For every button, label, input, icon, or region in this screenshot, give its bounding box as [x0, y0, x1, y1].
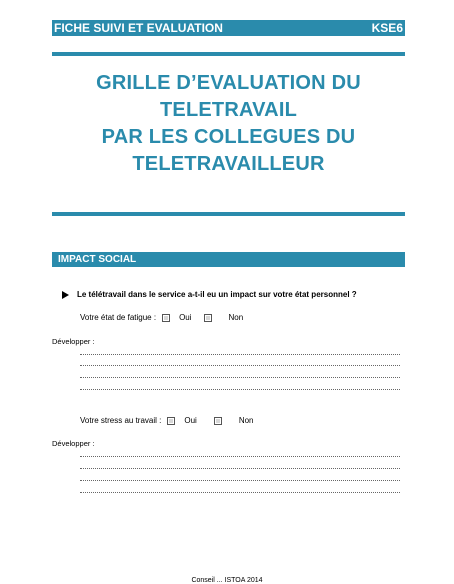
- stress-no-label: Non: [238, 416, 254, 425]
- stress-develop-label: Développer :: [52, 439, 95, 448]
- fatigue-row: [80, 313, 243, 322]
- page-title: [52, 70, 405, 178]
- fatigue-answer-line-2[interactable]: [80, 365, 400, 366]
- stress-answer-line-2[interactable]: [80, 468, 400, 469]
- fatigue-answer-line-4[interactable]: [80, 389, 400, 390]
- fatigue-answer-line-1[interactable]: [80, 354, 400, 355]
- stress-answer-line-3[interactable]: [80, 480, 400, 481]
- fatigue-label: Votre état de fatigue :: [80, 313, 157, 322]
- stress-yes-checkbox[interactable]: [167, 417, 175, 425]
- question: [62, 290, 357, 299]
- stress-yes-label: Oui: [184, 416, 197, 425]
- fatigue-develop-label: Développer :: [52, 337, 95, 346]
- title-line-1: GRILLE D’EVALUATION DU: [96, 72, 361, 94]
- header-bar: [52, 20, 405, 36]
- stress-answer-line-4[interactable]: [80, 492, 400, 493]
- top-divider: [52, 52, 405, 56]
- page-footer: Conseil ... ISTOA 2014: [191, 577, 263, 584]
- fatigue-yes-checkbox[interactable]: [162, 314, 170, 322]
- stress-no-checkbox[interactable]: [214, 417, 222, 425]
- title-line-4: TELETRAVAILLEUR: [132, 153, 325, 175]
- stress-answer-line-1[interactable]: [80, 456, 400, 457]
- stress-label: Votre stress au travail :: [80, 416, 162, 425]
- title-line-2: TELETRAVAIL: [159, 99, 297, 121]
- header-left-text: FICHE SUIVI ET EVALUATION: [54, 21, 223, 35]
- bottom-divider: [52, 212, 405, 216]
- title-line-3: PAR LES COLLEGUES DU: [101, 126, 356, 148]
- fatigue-answer-line-3[interactable]: [80, 377, 400, 378]
- bullet-arrow-icon: [62, 291, 69, 299]
- section-header: IMPACT SOCIAL: [52, 252, 405, 267]
- header-right-code: KSE6: [371, 21, 403, 35]
- stress-row: [80, 416, 254, 425]
- fatigue-yes-label: Oui: [179, 313, 192, 322]
- question-text: Le télétravail dans le service a-t-il eu un impact sur votre état personnel ?: [77, 290, 357, 299]
- fatigue-no-checkbox[interactable]: [204, 314, 212, 322]
- fatigue-no-label: Non: [228, 313, 244, 322]
